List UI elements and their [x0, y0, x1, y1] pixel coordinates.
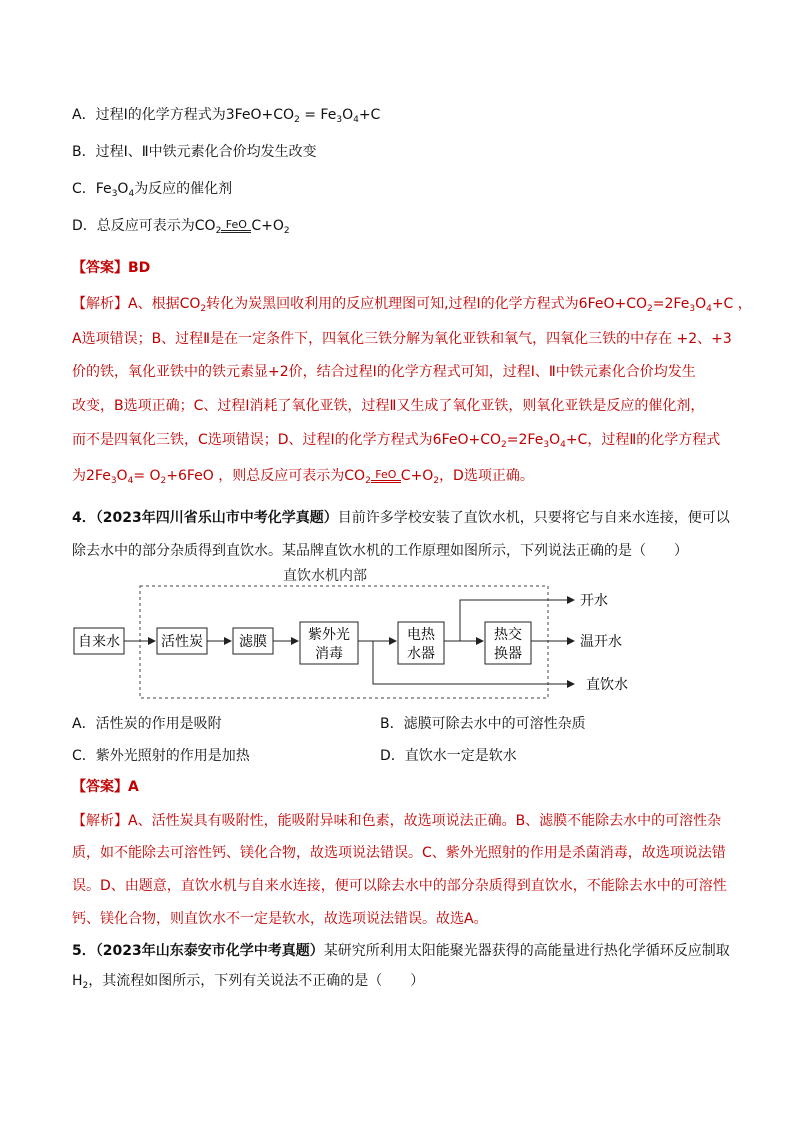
q4-option-d: D．直饮水一定是软水: [380, 748, 517, 764]
exp-text: 而不是四氧化三铁，C选项错误；D、过程Ⅰ的化学方程式为6FeO+CO: [72, 432, 502, 448]
sub: 2: [294, 115, 300, 125]
sub: 4: [560, 440, 566, 450]
label-activated-carbon: 活性炭: [161, 634, 203, 650]
option-d-pre: D．总反应可表示为CO: [72, 218, 216, 234]
option-a: [72, 105, 380, 130]
explanation-q3-line3: 价的铁，氧化亚铁中的铁元素显+2价，结合过程Ⅰ的化学方程式可知，过程Ⅰ、Ⅱ中铁元素化合价均发生: [72, 364, 696, 380]
explanation-q4-line3: 误。D、由题意，直饮水机与自来水连接，便可以除去水中的部分杂质得到直饮水，不能除去水中的可溶性: [72, 878, 727, 894]
option-a-o: O: [342, 107, 354, 123]
exp-text: C+O: [400, 468, 434, 484]
exp-text: = O: [133, 468, 161, 484]
label-boiling-water: 开水: [580, 593, 608, 609]
question-text: ，其流程如图所示，下列有关说法不正确的是（ ）: [88, 973, 425, 989]
sub: 2: [82, 981, 89, 991]
exp-text: =2Fe: [652, 296, 690, 312]
label-direct-water: 直饮水: [586, 677, 628, 693]
q4-option-a: A．活性炭的作用是吸附: [72, 716, 222, 732]
sub: 2: [200, 304, 207, 314]
q4-option-c: C．紫外光照射的作用是加热: [72, 748, 250, 764]
label-filter-membrane: 滤膜: [239, 634, 267, 650]
answer-q3: 【答案】BD: [72, 260, 151, 276]
sub: 2: [433, 476, 440, 486]
exp-text: 转化为炭黑回收利用的反应机理图可知,过程Ⅰ的化学方程式为6FeO+CO: [206, 296, 648, 312]
exp-text: +C ，: [711, 296, 752, 312]
sub: 2: [365, 476, 371, 486]
explanation-q4-line1: 【解析】A、活性炭具有吸附性，能吸附异味和色素，故选项说法正确。B、滤膜不能除去水中的可溶性杂: [72, 813, 722, 829]
sub: 2: [160, 476, 167, 486]
exp-text: +6FeO ，则总反应可表示为CO: [166, 468, 366, 484]
sub: 2: [215, 226, 222, 236]
question-source: （2023年四川省乐山市中考化学真题）: [95, 510, 338, 526]
option-c-pre: C．Fe: [72, 181, 112, 197]
label-exchanger-line1: 热交: [494, 627, 522, 643]
exp-text: O: [549, 432, 561, 448]
label-heater-line1: 电热: [407, 627, 435, 643]
sub: 4: [127, 476, 134, 486]
condition-equals: [371, 469, 401, 483]
question-4-stem-line2: 除去水中的部分杂质得到直饮水。某品牌直饮水机的工作原理如图所示，下列说法正确的是（ ）: [72, 543, 688, 559]
sub: 3: [336, 115, 343, 125]
question-number: 4．: [72, 510, 96, 526]
question-5-stem-line1: [72, 941, 730, 961]
sub: 4: [128, 189, 135, 199]
exp-text: 【解析】A、根据CO: [72, 296, 201, 312]
explanation-q3-line5: [72, 430, 720, 455]
exp-text: +C，过程Ⅱ的化学方程式: [565, 432, 721, 448]
exp-text: 为2Fe: [72, 468, 111, 484]
sub: 3: [110, 476, 117, 486]
sub: 2: [647, 304, 653, 314]
water-dispenser-diagram: [0, 562, 794, 702]
sub: 3: [689, 304, 696, 314]
question-number: 5．: [72, 943, 96, 959]
label-uv-line2: 消毒: [315, 646, 343, 662]
question-4-stem-line1: [72, 508, 730, 528]
sub: 2: [501, 440, 507, 450]
label-exchanger-line2: 换器: [494, 646, 522, 662]
option-c-end: 为反应的催化剂: [134, 181, 233, 197]
option-a-mid: = Fe: [299, 107, 337, 123]
sub: 3: [543, 440, 550, 450]
question-source: （2023年山东泰安市化学中考真题）: [95, 943, 324, 959]
label-uv-line1: 紫外光: [308, 627, 350, 643]
answer-q4: 【答案】A: [72, 779, 139, 795]
exp-text: O: [695, 296, 707, 312]
exp-text: =2Fe: [506, 432, 544, 448]
explanation-q3-line2: A选项错误；B、过程Ⅱ是在一定条件下，四氧化三铁分解为氧化亚铁和氧气，四氧化三铁的中存在 +2、+3: [72, 331, 732, 347]
condition-equals: [221, 219, 251, 233]
option-c-o: O: [117, 181, 129, 197]
explanation-q4-line2: 质，如不能除去可溶性钙、镁化合物，故选项说法错误。C、紫外光照射的作用是杀菌消毒，故选项说法错: [72, 845, 726, 861]
option-a-end: +C: [358, 107, 381, 123]
sub: 3: [111, 189, 118, 199]
label-warm-water: 温开水: [580, 634, 622, 650]
explanation-q3-line1: [72, 294, 752, 319]
label-heater-line2: 水器: [407, 646, 435, 662]
explanation-q3-line4: 改变，B选项正确；C、过程Ⅰ消耗了氧化亚铁，过程Ⅱ又生成了氧化亚铁，则氧化亚铁是反应的催化剂，: [72, 398, 705, 414]
option-c: [72, 179, 232, 204]
option-b: B．过程Ⅰ、Ⅱ中铁元素化合价均发生改变: [72, 144, 317, 160]
diagram-title: 直饮水机内部: [283, 568, 367, 584]
question-text: 某研究所利用太阳能聚光器获得的高能量进行热化学循环反应制取: [323, 943, 730, 959]
question-text: 目前许多学校安装了直饮水机，只要将它与自来水连接，便可以: [337, 510, 730, 526]
sub: 4: [706, 304, 712, 314]
option-d-end: C+O: [251, 218, 284, 234]
explanation-q3-line6: [72, 466, 534, 491]
sub: 4: [353, 115, 359, 125]
label-tap-water: 自来水: [78, 634, 120, 650]
exp-text: O: [116, 468, 128, 484]
question-text: H: [72, 973, 83, 989]
condition-text: FeO: [375, 468, 397, 481]
explanation-q4-line4: 钙、镁化合物，则直饮水不一定是软水，故选项说法错误。故选A。: [72, 911, 488, 927]
question-5-stem-line2: [72, 971, 424, 996]
q4-option-b: B．滤膜可除去水中的可溶性杂质: [380, 716, 586, 732]
condition-text: FeO: [225, 218, 247, 231]
option-d: [72, 216, 290, 241]
option-a-text: A．过程Ⅰ的化学方程式为3FeO+CO: [72, 107, 295, 123]
sub: 2: [283, 226, 290, 236]
exp-text: ，D选项正确。: [439, 468, 534, 484]
